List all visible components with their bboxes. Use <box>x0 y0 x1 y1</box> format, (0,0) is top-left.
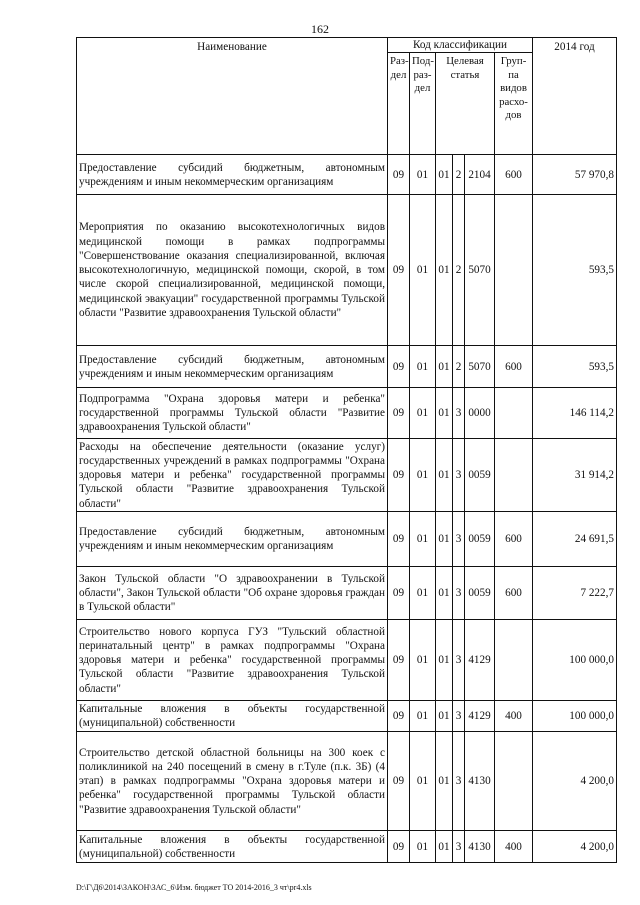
row-subsection: 01 <box>410 831 436 863</box>
table-row <box>77 567 617 620</box>
row-name: Капитальные вложения в объекты государственной (муниципальной) собственности <box>77 701 388 732</box>
row-expense-group <box>495 732 533 831</box>
table-row <box>77 439 617 512</box>
row-target-part1: 01 <box>436 701 453 732</box>
row-target-part2: 3 <box>453 701 465 732</box>
row-amount: 31 914,2 <box>533 439 617 512</box>
row-target-part2: 3 <box>453 512 465 567</box>
row-section: 09 <box>388 831 410 863</box>
row-expense-group: 600 <box>495 346 533 388</box>
row-name: Предоставление субсидий бюджетным, автономным учреждениям и иным некоммерческим организациям <box>77 346 388 388</box>
table-row <box>77 620 617 701</box>
row-section: 09 <box>388 195 410 346</box>
row-target-part2: 2 <box>453 195 465 346</box>
row-amount: 57 970,8 <box>533 155 617 195</box>
table-row <box>77 701 617 732</box>
header-target-article: Целевая статья <box>436 53 495 155</box>
header-classification-code: Код классификации <box>388 38 533 53</box>
header-subsection: Под- раз- дел <box>410 53 436 155</box>
row-target-part2: 3 <box>453 567 465 620</box>
row-name: Строительство детской областной больницы на 300 коек с поликлиникой на 240 посещений в смену в г.Туле (п.к. 3Б) (4 этап) в рамках подпрограммы "Охрана здоровья матери и ребенка" государственной программы Тульской области "Развитие здравоохранения Тульской области" <box>77 732 388 831</box>
row-section: 09 <box>388 388 410 439</box>
row-amount: 593,5 <box>533 195 617 346</box>
table-row <box>77 831 617 863</box>
row-section: 09 <box>388 620 410 701</box>
row-target-part1: 01 <box>436 567 453 620</box>
row-target-part2: 2 <box>453 155 465 195</box>
row-target-part2: 3 <box>453 388 465 439</box>
page-number: 162 <box>311 22 329 36</box>
row-target-part1: 01 <box>436 831 453 863</box>
row-subsection: 01 <box>410 701 436 732</box>
row-amount: 7 222,7 <box>533 567 617 620</box>
row-subsection: 01 <box>410 567 436 620</box>
row-subsection: 01 <box>410 439 436 512</box>
row-section: 09 <box>388 346 410 388</box>
table-row <box>77 155 617 195</box>
header-section: Раз- дел <box>388 53 410 155</box>
row-target-part2: 3 <box>453 831 465 863</box>
row-name: Предоставление субсидий бюджетным, автономным учреждениям и иным некоммерческим организациям <box>77 512 388 567</box>
row-target-part1: 01 <box>436 346 453 388</box>
row-target-part2: 3 <box>453 732 465 831</box>
row-target-part3: 4130 <box>465 732 495 831</box>
row-subsection: 01 <box>410 195 436 346</box>
row-expense-group: 600 <box>495 155 533 195</box>
table-row <box>77 512 617 567</box>
row-section: 09 <box>388 512 410 567</box>
row-expense-group: 400 <box>495 701 533 732</box>
row-amount: 100 000,0 <box>533 701 617 732</box>
row-subsection: 01 <box>410 620 436 701</box>
budget-table <box>76 37 617 863</box>
row-target-part3: 0059 <box>465 512 495 567</box>
row-target-part1: 01 <box>436 732 453 831</box>
row-name: Мероприятия по оказанию высокотехнологичных видов медицинской помощи в рамках подпрограммы "Совершенствование оказания специализированной, включая высокотехнологичную, медицинской помощи, скорой, в том числе скорой специализированной, медицинской помощи, медицинской эвакуации" государственной программы Тульской области "Развитие здравоохранения Тульской области" <box>77 195 388 346</box>
row-name: Строительство нового корпуса ГУЗ "Тульский областной перинатальный центр" в рамках подпрограммы "Охрана здоровья матери и ребенка" государственной программы Тульской области "Развитие здравоохранения Тульской области" <box>77 620 388 701</box>
row-target-part1: 01 <box>436 155 453 195</box>
row-target-part3: 4129 <box>465 620 495 701</box>
row-expense-group <box>495 620 533 701</box>
row-subsection: 01 <box>410 732 436 831</box>
table-row <box>77 195 617 346</box>
row-target-part3: 0059 <box>465 439 495 512</box>
row-subsection: 01 <box>410 512 436 567</box>
row-subsection: 01 <box>410 388 436 439</box>
row-target-part3: 4130 <box>465 831 495 863</box>
row-target-part2: 3 <box>453 620 465 701</box>
row-name: Капитальные вложения в объекты государственной (муниципальной) собственности <box>77 831 388 863</box>
file-path-footer: D:\Г\Д6\2014\ЗАКОН\ЗАС_6\Изм. бюджет ТО 2014-2016_3 чт\pr4.xls <box>76 883 312 892</box>
row-section: 09 <box>388 701 410 732</box>
row-amount: 146 114,2 <box>533 388 617 439</box>
row-expense-group <box>495 439 533 512</box>
row-target-part3: 5070 <box>465 346 495 388</box>
row-target-part2: 3 <box>453 439 465 512</box>
row-subsection: 01 <box>410 155 436 195</box>
row-subsection: 01 <box>410 346 436 388</box>
table-row <box>77 388 617 439</box>
table-row <box>77 346 617 388</box>
row-target-part3: 2104 <box>465 155 495 195</box>
row-target-part3: 0059 <box>465 567 495 620</box>
row-amount: 4 200,0 <box>533 732 617 831</box>
row-target-part2: 2 <box>453 346 465 388</box>
row-section: 09 <box>388 439 410 512</box>
row-expense-group: 400 <box>495 831 533 863</box>
row-name: Предоставление субсидий бюджетным, автономным учреждениям и иным некоммерческим организациям <box>77 155 388 195</box>
table-row <box>77 732 617 831</box>
row-target-part1: 01 <box>436 388 453 439</box>
row-name: Расходы на обеспечение деятельности (оказание услуг) государственных учреждений в рамках подпрограммы "Охрана здоровья матери и ребенка" государственной программы Тульской области "Развитие здравоохранения Тульской области" <box>77 439 388 512</box>
row-target-part1: 01 <box>436 439 453 512</box>
row-section: 09 <box>388 732 410 831</box>
row-expense-group: 600 <box>495 512 533 567</box>
header-year: 2014 год <box>533 38 617 155</box>
header-name: Наименование <box>77 38 388 155</box>
row-amount: 24 691,5 <box>533 512 617 567</box>
header-expense-group: Груп- па видов расхо- дов <box>495 53 533 155</box>
row-section: 09 <box>388 155 410 195</box>
row-target-part3: 0000 <box>465 388 495 439</box>
row-expense-group <box>495 388 533 439</box>
row-target-part1: 01 <box>436 620 453 701</box>
row-expense-group <box>495 195 533 346</box>
row-target-part3: 5070 <box>465 195 495 346</box>
row-name: Закон Тульской области "О здравоохранении в Тульской области", Закон Тульской области "Об охране здоровья граждан в Тульской области" <box>77 567 388 620</box>
row-target-part1: 01 <box>436 195 453 346</box>
row-section: 09 <box>388 567 410 620</box>
row-target-part3: 4129 <box>465 701 495 732</box>
row-amount: 593,5 <box>533 346 617 388</box>
row-amount: 100 000,0 <box>533 620 617 701</box>
row-amount: 4 200,0 <box>533 831 617 863</box>
row-expense-group: 600 <box>495 567 533 620</box>
row-name: Подпрограмма "Охрана здоровья матери и ребенка" государственной программы Тульской области "Развитие здравоохранения Тульской области" <box>77 388 388 439</box>
row-target-part1: 01 <box>436 512 453 567</box>
